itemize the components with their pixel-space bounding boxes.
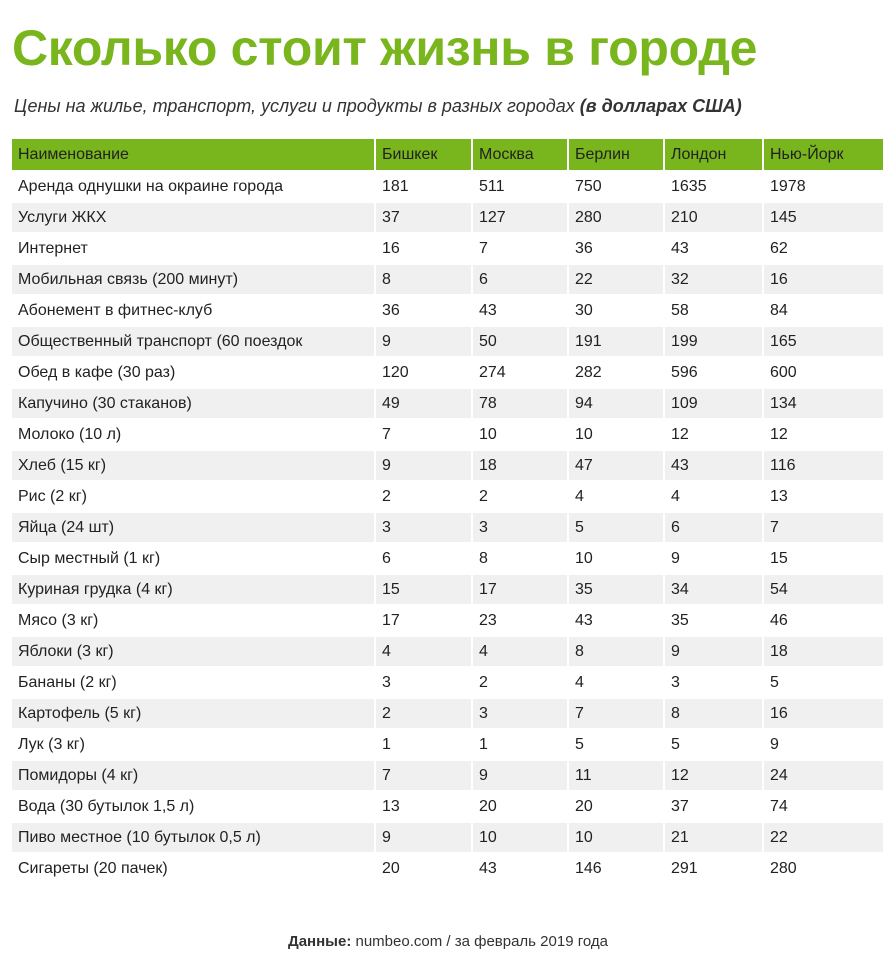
table-row <box>12 512 883 543</box>
cell-new-york: 18 <box>763 636 883 667</box>
cell-bishkek: 1 <box>375 729 472 760</box>
cell-name: Вода (30 бутылок 1,5 л) <box>12 791 375 822</box>
cell-name: Картофель (5 кг) <box>12 698 375 729</box>
cell-moscow: 3 <box>472 698 568 729</box>
cell-berlin: 4 <box>568 667 664 698</box>
cell-berlin: 750 <box>568 171 664 202</box>
cell-london: 596 <box>664 357 763 388</box>
cell-london: 6 <box>664 512 763 543</box>
table-row <box>12 481 883 512</box>
table-row <box>12 667 883 698</box>
cell-london: 21 <box>664 822 763 853</box>
cell-moscow: 2 <box>472 667 568 698</box>
cell-name: Мобильная связь (200 минут) <box>12 264 375 295</box>
cell-new-york: 5 <box>763 667 883 698</box>
cell-moscow: 2 <box>472 481 568 512</box>
price-table <box>12 139 883 883</box>
cell-berlin: 8 <box>568 636 664 667</box>
cell-london: 43 <box>664 233 763 264</box>
cell-london: 1635 <box>664 171 763 202</box>
cell-name: Пиво местное (10 бутылок 0,5 л) <box>12 822 375 853</box>
cell-london: 9 <box>664 543 763 574</box>
table-row <box>12 295 883 326</box>
cell-bishkek: 16 <box>375 233 472 264</box>
cell-name: Услуги ЖКХ <box>12 202 375 233</box>
cell-london: 35 <box>664 605 763 636</box>
table-row <box>12 543 883 574</box>
header-row <box>12 139 883 171</box>
cell-london: 58 <box>664 295 763 326</box>
cell-london: 199 <box>664 326 763 357</box>
cell-moscow: 17 <box>472 574 568 605</box>
cell-bishkek: 7 <box>375 419 472 450</box>
table-row <box>12 791 883 822</box>
cell-bishkek: 49 <box>375 388 472 419</box>
cell-london: 8 <box>664 698 763 729</box>
header-cell-moscow: Москва <box>472 139 568 171</box>
cell-moscow: 50 <box>472 326 568 357</box>
cell-london: 109 <box>664 388 763 419</box>
cell-bishkek: 2 <box>375 481 472 512</box>
cell-bishkek: 3 <box>375 667 472 698</box>
page-subtitle <box>14 94 742 118</box>
cell-moscow: 43 <box>472 295 568 326</box>
table-row <box>12 605 883 636</box>
cell-bishkek: 37 <box>375 202 472 233</box>
cell-bishkek: 181 <box>375 171 472 202</box>
cell-berlin: 11 <box>568 760 664 791</box>
cell-new-york: 13 <box>763 481 883 512</box>
table-row <box>12 822 883 853</box>
cell-moscow: 78 <box>472 388 568 419</box>
cell-new-york: 145 <box>763 202 883 233</box>
cell-name: Хлеб (15 кг) <box>12 450 375 481</box>
cell-new-york: 24 <box>763 760 883 791</box>
table-row <box>12 698 883 729</box>
cell-moscow: 4 <box>472 636 568 667</box>
header-cell-berlin: Берлин <box>568 139 664 171</box>
table-row <box>12 450 883 481</box>
cell-new-york: 16 <box>763 264 883 295</box>
cell-moscow: 1 <box>472 729 568 760</box>
table-row <box>12 388 883 419</box>
cell-name: Капучино (30 стаканов) <box>12 388 375 419</box>
cell-new-york: 280 <box>763 853 883 883</box>
header-cell-new-york: Нью-Йорк <box>763 139 883 171</box>
table-header <box>12 139 883 171</box>
table-row <box>12 202 883 233</box>
cell-name: Рис (2 кг) <box>12 481 375 512</box>
cell-bishkek: 120 <box>375 357 472 388</box>
cell-berlin: 43 <box>568 605 664 636</box>
cell-bishkek: 9 <box>375 450 472 481</box>
table-row <box>12 853 883 883</box>
cell-name: Яблоки (3 кг) <box>12 636 375 667</box>
cell-london: 4 <box>664 481 763 512</box>
cell-bishkek: 20 <box>375 853 472 883</box>
table-row <box>12 760 883 791</box>
cell-london: 43 <box>664 450 763 481</box>
cell-london: 32 <box>664 264 763 295</box>
cell-moscow: 18 <box>472 450 568 481</box>
table-body <box>12 171 883 883</box>
cell-new-york: 9 <box>763 729 883 760</box>
cell-london: 210 <box>664 202 763 233</box>
cell-new-york: 22 <box>763 822 883 853</box>
cell-london: 12 <box>664 760 763 791</box>
cell-bishkek: 8 <box>375 264 472 295</box>
cell-moscow: 6 <box>472 264 568 295</box>
cell-moscow: 274 <box>472 357 568 388</box>
cell-berlin: 282 <box>568 357 664 388</box>
cell-name: Общественный транспорт (60 поездок <box>12 326 375 357</box>
cell-new-york: 165 <box>763 326 883 357</box>
cell-moscow: 20 <box>472 791 568 822</box>
cell-berlin: 35 <box>568 574 664 605</box>
source-text: numbeo.com / за февраль 2019 года <box>351 933 608 950</box>
cell-name: Сигареты (20 пачек) <box>12 853 375 883</box>
cell-name: Аренда однушки на окраине города <box>12 171 375 202</box>
cell-name: Помидоры (4 кг) <box>12 760 375 791</box>
cell-moscow: 127 <box>472 202 568 233</box>
cell-bishkek: 4 <box>375 636 472 667</box>
table-row <box>12 574 883 605</box>
cell-berlin: 36 <box>568 233 664 264</box>
cell-name: Молоко (10 л) <box>12 419 375 450</box>
cell-berlin: 30 <box>568 295 664 326</box>
cell-moscow: 10 <box>472 822 568 853</box>
subtitle-currency-note: (в долларах США) <box>579 96 742 116</box>
table-row <box>12 419 883 450</box>
cell-new-york: 46 <box>763 605 883 636</box>
cell-bishkek: 6 <box>375 543 472 574</box>
cell-name: Сыр местный (1 кг) <box>12 543 375 574</box>
cell-moscow: 23 <box>472 605 568 636</box>
table-row <box>12 326 883 357</box>
table-row <box>12 636 883 667</box>
cell-new-york: 84 <box>763 295 883 326</box>
cell-new-york: 15 <box>763 543 883 574</box>
cell-new-york: 116 <box>763 450 883 481</box>
table-row <box>12 264 883 295</box>
cell-moscow: 9 <box>472 760 568 791</box>
cell-berlin: 10 <box>568 543 664 574</box>
cell-name: Абонемент в фитнес-клуб <box>12 295 375 326</box>
cell-bishkek: 9 <box>375 822 472 853</box>
cell-new-york: 74 <box>763 791 883 822</box>
source-note <box>0 932 896 952</box>
cell-bishkek: 3 <box>375 512 472 543</box>
table-row <box>12 357 883 388</box>
header-cell-london: Лондон <box>664 139 763 171</box>
table-row <box>12 729 883 760</box>
cell-name: Интернет <box>12 233 375 264</box>
cell-berlin: 22 <box>568 264 664 295</box>
cell-bishkek: 13 <box>375 791 472 822</box>
header-cell-name: Наименование <box>12 139 375 171</box>
cell-bishkek: 15 <box>375 574 472 605</box>
cell-berlin: 5 <box>568 512 664 543</box>
cell-moscow: 3 <box>472 512 568 543</box>
cell-moscow: 10 <box>472 419 568 450</box>
cell-bishkek: 36 <box>375 295 472 326</box>
cell-london: 9 <box>664 636 763 667</box>
cell-new-york: 1978 <box>763 171 883 202</box>
cell-berlin: 5 <box>568 729 664 760</box>
cell-new-york: 54 <box>763 574 883 605</box>
cell-berlin: 7 <box>568 698 664 729</box>
cell-berlin: 94 <box>568 388 664 419</box>
cell-berlin: 146 <box>568 853 664 883</box>
cell-berlin: 20 <box>568 791 664 822</box>
cell-moscow: 7 <box>472 233 568 264</box>
cell-berlin: 280 <box>568 202 664 233</box>
cell-berlin: 4 <box>568 481 664 512</box>
cell-name: Мясо (3 кг) <box>12 605 375 636</box>
cell-bishkek: 2 <box>375 698 472 729</box>
cell-new-york: 62 <box>763 233 883 264</box>
cell-new-york: 7 <box>763 512 883 543</box>
cell-london: 5 <box>664 729 763 760</box>
cell-new-york: 16 <box>763 698 883 729</box>
cell-name: Лук (3 кг) <box>12 729 375 760</box>
header-cell-bishkek: Бишкек <box>375 139 472 171</box>
cell-london: 37 <box>664 791 763 822</box>
cell-london: 12 <box>664 419 763 450</box>
cell-london: 34 <box>664 574 763 605</box>
cell-bishkek: 7 <box>375 760 472 791</box>
cell-new-york: 12 <box>763 419 883 450</box>
cell-name: Обед в кафе (30 раз) <box>12 357 375 388</box>
cell-london: 291 <box>664 853 763 883</box>
cell-new-york: 600 <box>763 357 883 388</box>
cell-moscow: 43 <box>472 853 568 883</box>
cell-moscow: 511 <box>472 171 568 202</box>
table-row <box>12 171 883 202</box>
cell-name: Бананы (2 кг) <box>12 667 375 698</box>
table-row <box>12 233 883 264</box>
cell-moscow: 8 <box>472 543 568 574</box>
cell-berlin: 47 <box>568 450 664 481</box>
page-title: Сколько стоит жизнь в городе <box>12 20 758 76</box>
subtitle-text: Цены на жилье, транспорт, услуги и продукты в разных городах <box>14 96 580 116</box>
cell-berlin: 10 <box>568 419 664 450</box>
cell-berlin: 191 <box>568 326 664 357</box>
source-label: Данные: <box>288 933 352 950</box>
cell-london: 3 <box>664 667 763 698</box>
cell-bishkek: 17 <box>375 605 472 636</box>
cell-bishkek: 9 <box>375 326 472 357</box>
cell-berlin: 10 <box>568 822 664 853</box>
cell-name: Куриная грудка (4 кг) <box>12 574 375 605</box>
cell-new-york: 134 <box>763 388 883 419</box>
cell-name: Яйца (24 шт) <box>12 512 375 543</box>
